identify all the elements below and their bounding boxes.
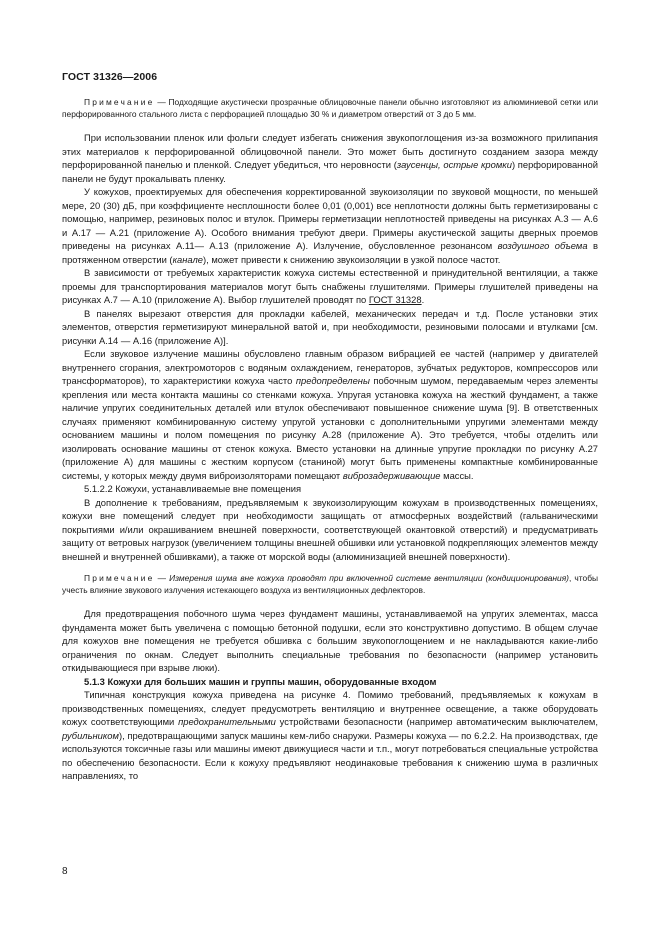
- text-run: , чтобы учесть влияние звукового излучения истекающего воздуха из вентиляционных дефлекторов.: [62, 573, 599, 595]
- standard-reference-link[interactable]: ГОСТ 31328: [368, 294, 422, 305]
- body-paragraph: [62, 266, 598, 307]
- note-label: Примечание: [84, 97, 155, 107]
- text-run: ), может привести к снижению звукоизоляции в узкой полосе частот.: [202, 253, 501, 265]
- text-run: .: [421, 294, 425, 305]
- note-paragraph: [62, 572, 598, 596]
- note-paragraph: [62, 96, 598, 120]
- italic-term: рубильником: [62, 729, 119, 741]
- section-heading-513: 5.1.3 Кожухи для больших машин и группы машин, оборудованные входом: [84, 675, 437, 687]
- italic-term: виброзадерживающие: [342, 469, 441, 481]
- note-text: — Подходящие акустически прозрачные облицовочные панели обычно изготовляют из алюминиевой сетки или перфорированного стального листа с перфорацией площадью 30 % и диаметром отверстий от 3 до 5 мм.: [62, 97, 598, 119]
- text-run: ) перфорированной панели не будут прокалывать пленку.: [62, 159, 598, 184]
- text-run: У кожухов, проектируемых для обеспечения корректированной звукоизоляции по звуковой мощности, по меньшей мере, 20 (30) дБ, при коэффициенте несплошности более 0,01 (0,001) все неплотности должны быть герметизированы с помощью, например, резиновых полос и втулок. Примеры герметизации неплотностей приведены на рисунках А.3 — А.6 и А.17 — А.21 (приложение А). Особого внимания требуют двери. Примеры акустической защиты дверных проемов приведены на рисунках А.11— А.13 (приложение А). Излучение, обусловленное резонансом: [62, 186, 598, 251]
- document-body: [62, 96, 598, 783]
- text-run: побочным шумом, передаваемым через элементы крепления или места контакта машины со стенками кожуха. Упругая установка кожуха на жесткий фундамент, а также наличие упругих соединительных деталей или втулок обеспечивают повышенное снижение шума [9]. В ответственных случаях применяют комбинированную систему упругой установки с дополнительными упругими элементами между основанием машины и полом помещения по рисунку А.28 (приложение А). Это требуется, чтобы отделить или изолировать основание машины от стенок кожуха. Вместо установки на длинные упругие прокладки по рисунку А.27 (приложение А) для машины с жестким корпусом (станиной) могут быть применены компактные комбинированные системы, у которых между двумя виброизоляторами помещают: [62, 375, 598, 481]
- italic-term: Измерения шума вне кожуха проводят при включенной системе вентиляции (кондиционирования): [169, 573, 569, 583]
- section-heading-5122: 5.1.2.2 Кожухи, устанавливаемые вне помещения: [84, 483, 302, 494]
- note-label: Примечание: [84, 573, 155, 583]
- italic-term: предопределены: [295, 375, 370, 386]
- text-run: Если звуковое излучение машины обусловлено главным образом вибрацией ее частей (например у двигателей внутреннего сгорания, электромоторов с водяным охлаждением, генераторов, зубчатых редукторов, компрессоров или трансформаторов), то характеристики кожуха часто: [62, 348, 598, 386]
- text-run: устройствами безопасности (например автоматическим выключателем,: [275, 716, 598, 727]
- text-run: в протяженном отверстии (: [62, 240, 599, 265]
- italic-term: предохранительными: [178, 716, 276, 727]
- italic-term: воздушного объема: [497, 240, 588, 251]
- body-paragraph: В панелях вырезают отверстия для прокладки кабелей, механических передач и т.д. После установки этих элементов, отверстия герметизируют минеральной ватой и, при необходимости, резиновыми полосами и втулками [см. рисунки А.14 — А.16 (приложение А)].: [62, 307, 598, 346]
- body-paragraph: Для предотвращения побочного шума через фундамент машины, устанавливаемой на упругих элементах, масса фундамента может быть увеличена с помощью бетонной подушки, если это конструктивно допустимо. В общем случае для кожухов вне помещения не требуется обшивка с большим звукопоглощением и не накладываются какие-либо ограничения по окнам. Следует выполнить специальные требования по безопасности (например установить откидывающиеся при взрыве люки).: [62, 608, 598, 673]
- body-paragraph: [62, 185, 598, 266]
- standard-header: ГОСТ 31326—2006: [62, 71, 158, 83]
- text-run: Типичная конструкция кожуха приведена на рисунке 4. Помимо требований, предъявляемых к кожухам в производственных помещениях, следует предусмотреть вентиляцию и внутреннее освещение, а также оборудовать кожух соответствующими: [62, 689, 598, 727]
- text-run: —: [154, 573, 170, 583]
- text-run: При использовании пленок или фольги следует избегать снижения звукопоглощения из-за возможного прилипания этих материалов к перфорированной облицовочной панели. Это может быть достигнуто созданием зазора между перфорированной панелью и пленкой. Следует убедиться, что неровности (: [62, 132, 598, 170]
- body-paragraph: В дополнение к требованиям, предъявляемым к звукоизолирующим кожухам в производственных помещениях, кожухи вне помещений следует при необходимости защищать от атмосферных воздействий (гальваническими покрытиями и/или окрашиванием внешней поверхности, соответствующей окантовкой отверстий) и предусматривать защиту от ветровых нагрузок (увеличением толщины внешней обшивки или установкой подкрепляющих элементов между внешней и внутренней обшивками), а также от морской воды (алюминизацией внешней поверхности).: [62, 496, 598, 562]
- text-run: массы.: [440, 469, 474, 481]
- text-run: В зависимости от требуемых характеристик кожуха системы естественной и принудительной вентиляции, а также проемы для транспортирования материалов могут быть снабжены глушителями. Примеры глушителей приведены на рисунках А.7 — А.10 (приложение А). Выбор глушителей проводят по: [62, 267, 598, 305]
- text-run: ), предотвращающими запуск машины кем-либо снаружи. Размеры кожуха — по 6.2.2. На производствах, где используются токсичные газы или машины имеют движущиеся части и т.п., могут потребоваться специальные устройства по обеспечению безопасности. Если к кожуху предъявляют неодинаковые требования к снижению шума в различных направлениях, то: [62, 729, 598, 781]
- body-paragraph: [62, 131, 598, 185]
- page-number: 8: [62, 866, 68, 877]
- italic-term: заусенцы, острые кромки: [396, 159, 512, 170]
- body-paragraph: [62, 347, 598, 482]
- italic-term: канале: [172, 253, 203, 265]
- body-paragraph: [62, 688, 598, 783]
